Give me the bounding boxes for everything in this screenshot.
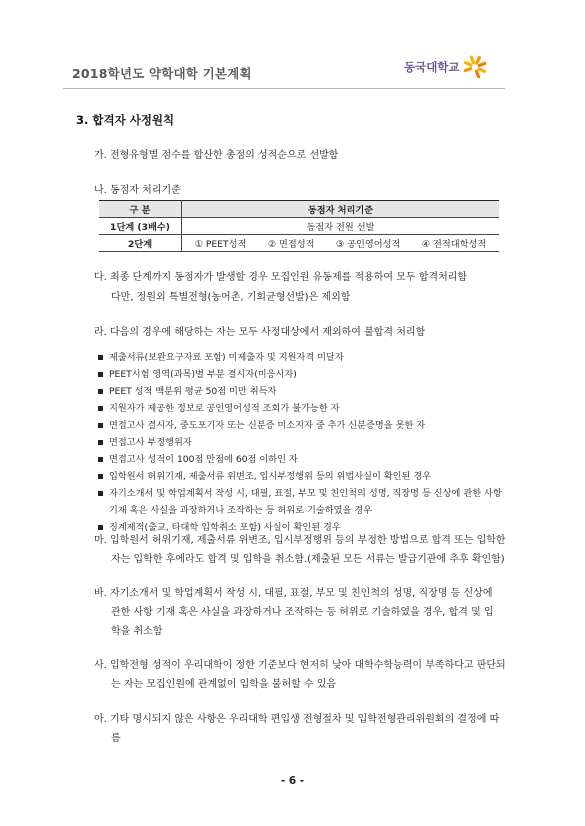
list-item: PEET 성적 백분위 평균 50점 미만 취득자 [98,383,508,400]
list-item: 면접고사 성적이 100점 만점에 60점 이하인 자 [98,451,508,468]
tie-break-table [99,200,499,252]
document-title: 2018학년도 약학대학 기본계획 [72,66,252,81]
item-a-line2: 름 [111,733,121,744]
section-title: 3. 합격자 사정원칙 [76,113,175,127]
list-item: 면접고사 결시자, 중도포기자 또는 신분증 미소지자 중 추가 신분증명을 못한 자 [98,417,508,434]
list-item: 징계제적(출교, 타대학 입학취소 포함) 사실이 확인된 경우 [98,519,508,536]
item-ma-line2: 자는 입학한 후에라도 합격 및 입학을 취소함.(제출된 모든 서류는 발급기관에 추후 확인함) [111,554,505,565]
table-cell-stage1-value: 동점자 전원 선발 [182,218,500,235]
logo-text: 동국대학교 [404,60,460,74]
list-item: 제출서류(보완요구자료 포함) 미제출자 및 지원자격 미달자 [98,349,508,366]
item-ba-line3: 학을 취소함 [111,626,163,637]
list-item: 지원자가 제공한 정보로 공인영어성적 조회가 불가능한 자 [98,400,508,417]
table-header-row [99,201,499,218]
table-cell-stage2-value [182,235,500,252]
item-ga: 가. 전형유형별 점수를 합산한 총점의 성적순으로 선발함 [94,150,339,161]
page-number: - 6 - [280,775,305,787]
list-item: PEET시험 영역(과목)별 부분 결시자(미응시자) [98,366,508,383]
item-a-line1: 아. 기타 명시되지 않은 사항은 우리대학 편입생 전형절차 및 입학전형관리위원회의 결정에 따 [94,714,500,725]
criteria-item: ④ 전적대학성적 [421,239,487,250]
disqualification-list [98,349,508,536]
criteria-item: ② 면접성적 [267,239,315,250]
table-header-criteria: 동점자 처리기준 [182,201,500,218]
item-ba-line2: 관한 사항 기재 혹은 사실을 과장하거나 조작하는 등 허위로 기술하였을 경우, 합격 및 입 [111,607,494,618]
criteria-item: ③ 공인영어성적 [335,239,401,250]
table-cell-stage2: 2단계 [99,235,182,252]
criteria-item: ① PEET성적 [194,239,247,250]
item-ba-line1: 바. 자기소개서 및 학업계획서 작성 시, 대필, 표절, 부모 및 친인척의 성명, 직장명 등 신상에 [94,588,493,599]
list-item: 면접고사 부정행위자 [98,434,508,451]
university-logo [404,54,491,80]
table-header-category: 구 분 [99,201,182,218]
item-ma-line1: 마. 입학원서 허위기재, 제출서류 위변조, 입시부정행위 등의 부정한 방법으로 합격 또는 입학한 [94,535,506,546]
table-row [99,218,499,235]
list-item: 입학원서 허위기재, 제출서류 위변조, 입시부정행위 등의 위법사실이 확인된 경우 [98,468,508,485]
item-sa-line2: 는 자는 모집인원에 관계없이 입학을 불허할 수 있음 [111,679,337,690]
logo-emblem-icon [463,54,491,80]
item-da-line1: 다. 최종 단계까지 동점자가 발생할 경우 모집인원 유동제를 적용하여 모두 합격처리함 [94,272,468,283]
item-na: 나. 동점자 처리기준 [94,185,181,196]
item-sa-line1: 사. 입학전형 성적이 우리대학이 정한 기준보다 현저히 낮아 대학수학능력이 부족하다고 판단되 [94,660,506,671]
list-item: 자기소개서 및 학업계획서 작성 시, 대필, 표절, 부모 및 친인척의 성명, 직장명 등 신상에 관한 사항 기재 혹은 사실을 과장하거나 조작하는 등 허위로 기술하였을 경우 [98,485,508,519]
item-da-line2: 다만, 정원외 특별전형(농어촌, 기회균형선발)은 제외함 [111,292,351,303]
table-row [99,235,499,252]
table-cell-stage1: 1단계 (3배수) [99,218,182,235]
header-divider [63,88,505,89]
item-ra: 라. 다음의 경우에 해당하는 자는 모두 사정대상에서 제외하여 불합격 처리함 [94,327,426,338]
